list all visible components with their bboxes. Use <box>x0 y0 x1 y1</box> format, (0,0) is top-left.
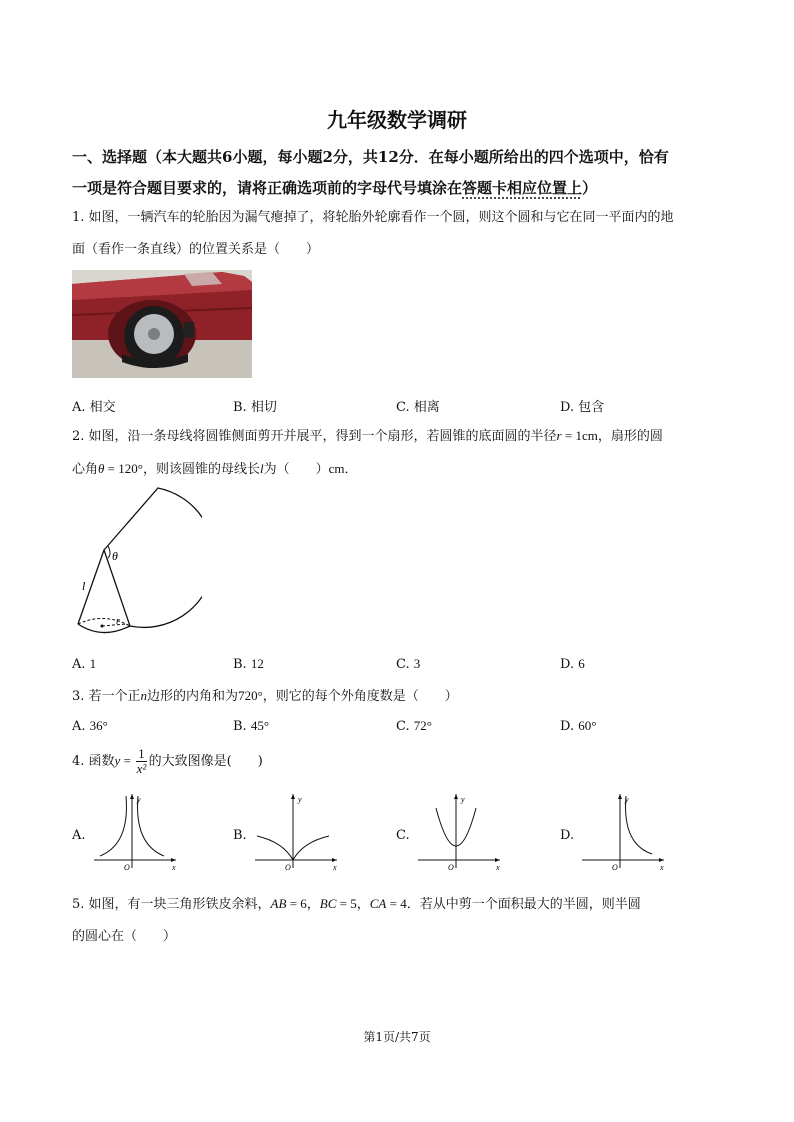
question-5 <box>72 888 722 953</box>
q4-graph-a <box>92 790 182 872</box>
q1-option-c[interactable]: C. 相离 <box>396 400 440 415</box>
svg-text:x: x <box>660 863 664 872</box>
q4-graph-b <box>253 790 343 872</box>
svg-text:y: y <box>625 795 629 804</box>
q1-option-a[interactable]: A. 相交 <box>72 400 116 415</box>
q2-option-a[interactable]: A. 1 <box>72 656 97 672</box>
section-heading-line2: 一项是符合题目要求的，请将正确选项前的字母代号填涂在答题卡相应位置上） <box>72 179 598 197</box>
q4-graph-c <box>416 790 506 872</box>
question-2-line2: 心角θ = 120°，则该圆锥的母线长l为（ ）cm． <box>72 461 358 477</box>
q1-option-d[interactable]: D. 包含 <box>560 400 605 415</box>
label-theta: θ <box>112 549 118 563</box>
question-3: 3. 若一个正n边形的内角和为720°，则它的每个外角度数是（ ） <box>72 688 458 704</box>
fraction-1-over-x2: $\frac{1}{\text{x²}}$ <box>136 746 147 776</box>
q4-option-b[interactable]: B. <box>233 828 247 843</box>
q4-option-a[interactable]: A. <box>72 828 86 843</box>
svg-text:x: x <box>496 863 500 872</box>
question-1-line2: 面（看作一条直线）的位置关系是（ ） <box>72 242 320 257</box>
section-heading <box>72 142 732 204</box>
svg-text:O: O <box>124 863 130 872</box>
q2-option-c[interactable]: C. 3 <box>396 656 421 672</box>
question-2-line1: 2. 如图，沿一条母线将圆锥侧面剪开并展平，得到一个扇形，若圆锥的底面圆的半径r = 1cm，扇形的圆 <box>72 428 663 444</box>
q2-option-d[interactable]: D. 6 <box>560 656 585 672</box>
question-5-line2: 的圆心在（ ） <box>72 929 177 944</box>
question-1-line1: 1. 如图，一辆汽车的轮胎因为漏气瘪掉了，将轮胎外轮廓看作一个圆，则这个圆和与它在同一平面内的地 <box>72 210 674 225</box>
label-l: l <box>82 579 86 593</box>
svg-text:x: x <box>172 863 176 872</box>
cone-sector-diagram <box>72 484 202 644</box>
svg-text:x: x <box>333 863 337 872</box>
svg-text:O: O <box>285 863 291 872</box>
emphasis-answer-card: 答题卡相应位置上 <box>462 179 583 197</box>
q4-graph-d <box>580 790 670 872</box>
page-footer: 第1页/共7页 <box>363 1030 431 1044</box>
svg-text:y: y <box>461 795 465 804</box>
q3-option-d[interactable]: D. 60° <box>560 718 597 734</box>
question-4: 4. 函数y = $\frac{1}{\text{x²}}$ 的大致图像是( ) <box>72 746 263 776</box>
q2-option-b[interactable]: B. 12 <box>233 656 264 672</box>
svg-text:O: O <box>612 863 618 872</box>
q4-option-c[interactable]: C. <box>396 828 410 843</box>
q4-option-d[interactable]: D. <box>560 828 575 843</box>
q3-option-b[interactable]: B. 45° <box>233 718 270 734</box>
q3-option-a[interactable]: A. 36° <box>72 718 108 734</box>
section-heading-line1: 一、选择题（本大题共6小题，每小题2分，共12分．在每小题所给出的四个选项中，恰有 <box>72 148 669 166</box>
svg-text:y: y <box>298 795 302 804</box>
question-1 <box>72 202 722 266</box>
svg-text:O: O <box>448 863 454 872</box>
question-2 <box>72 420 722 486</box>
q1-option-b[interactable]: B. 相切 <box>233 400 277 415</box>
label-r: r <box>116 616 120 627</box>
page-title: 九年级数学调研 <box>327 108 467 132</box>
flat-tire-car-photo <box>72 270 252 378</box>
question-5-line1: 5. 如图，有一块三角形铁皮余料，AB = 6，BC = 5，CA = 4．若从中剪一个面积最大的半圆，则半圆 <box>72 896 641 912</box>
q3-option-c[interactable]: C. 72° <box>396 718 432 734</box>
svg-text:y: y <box>137 795 141 804</box>
